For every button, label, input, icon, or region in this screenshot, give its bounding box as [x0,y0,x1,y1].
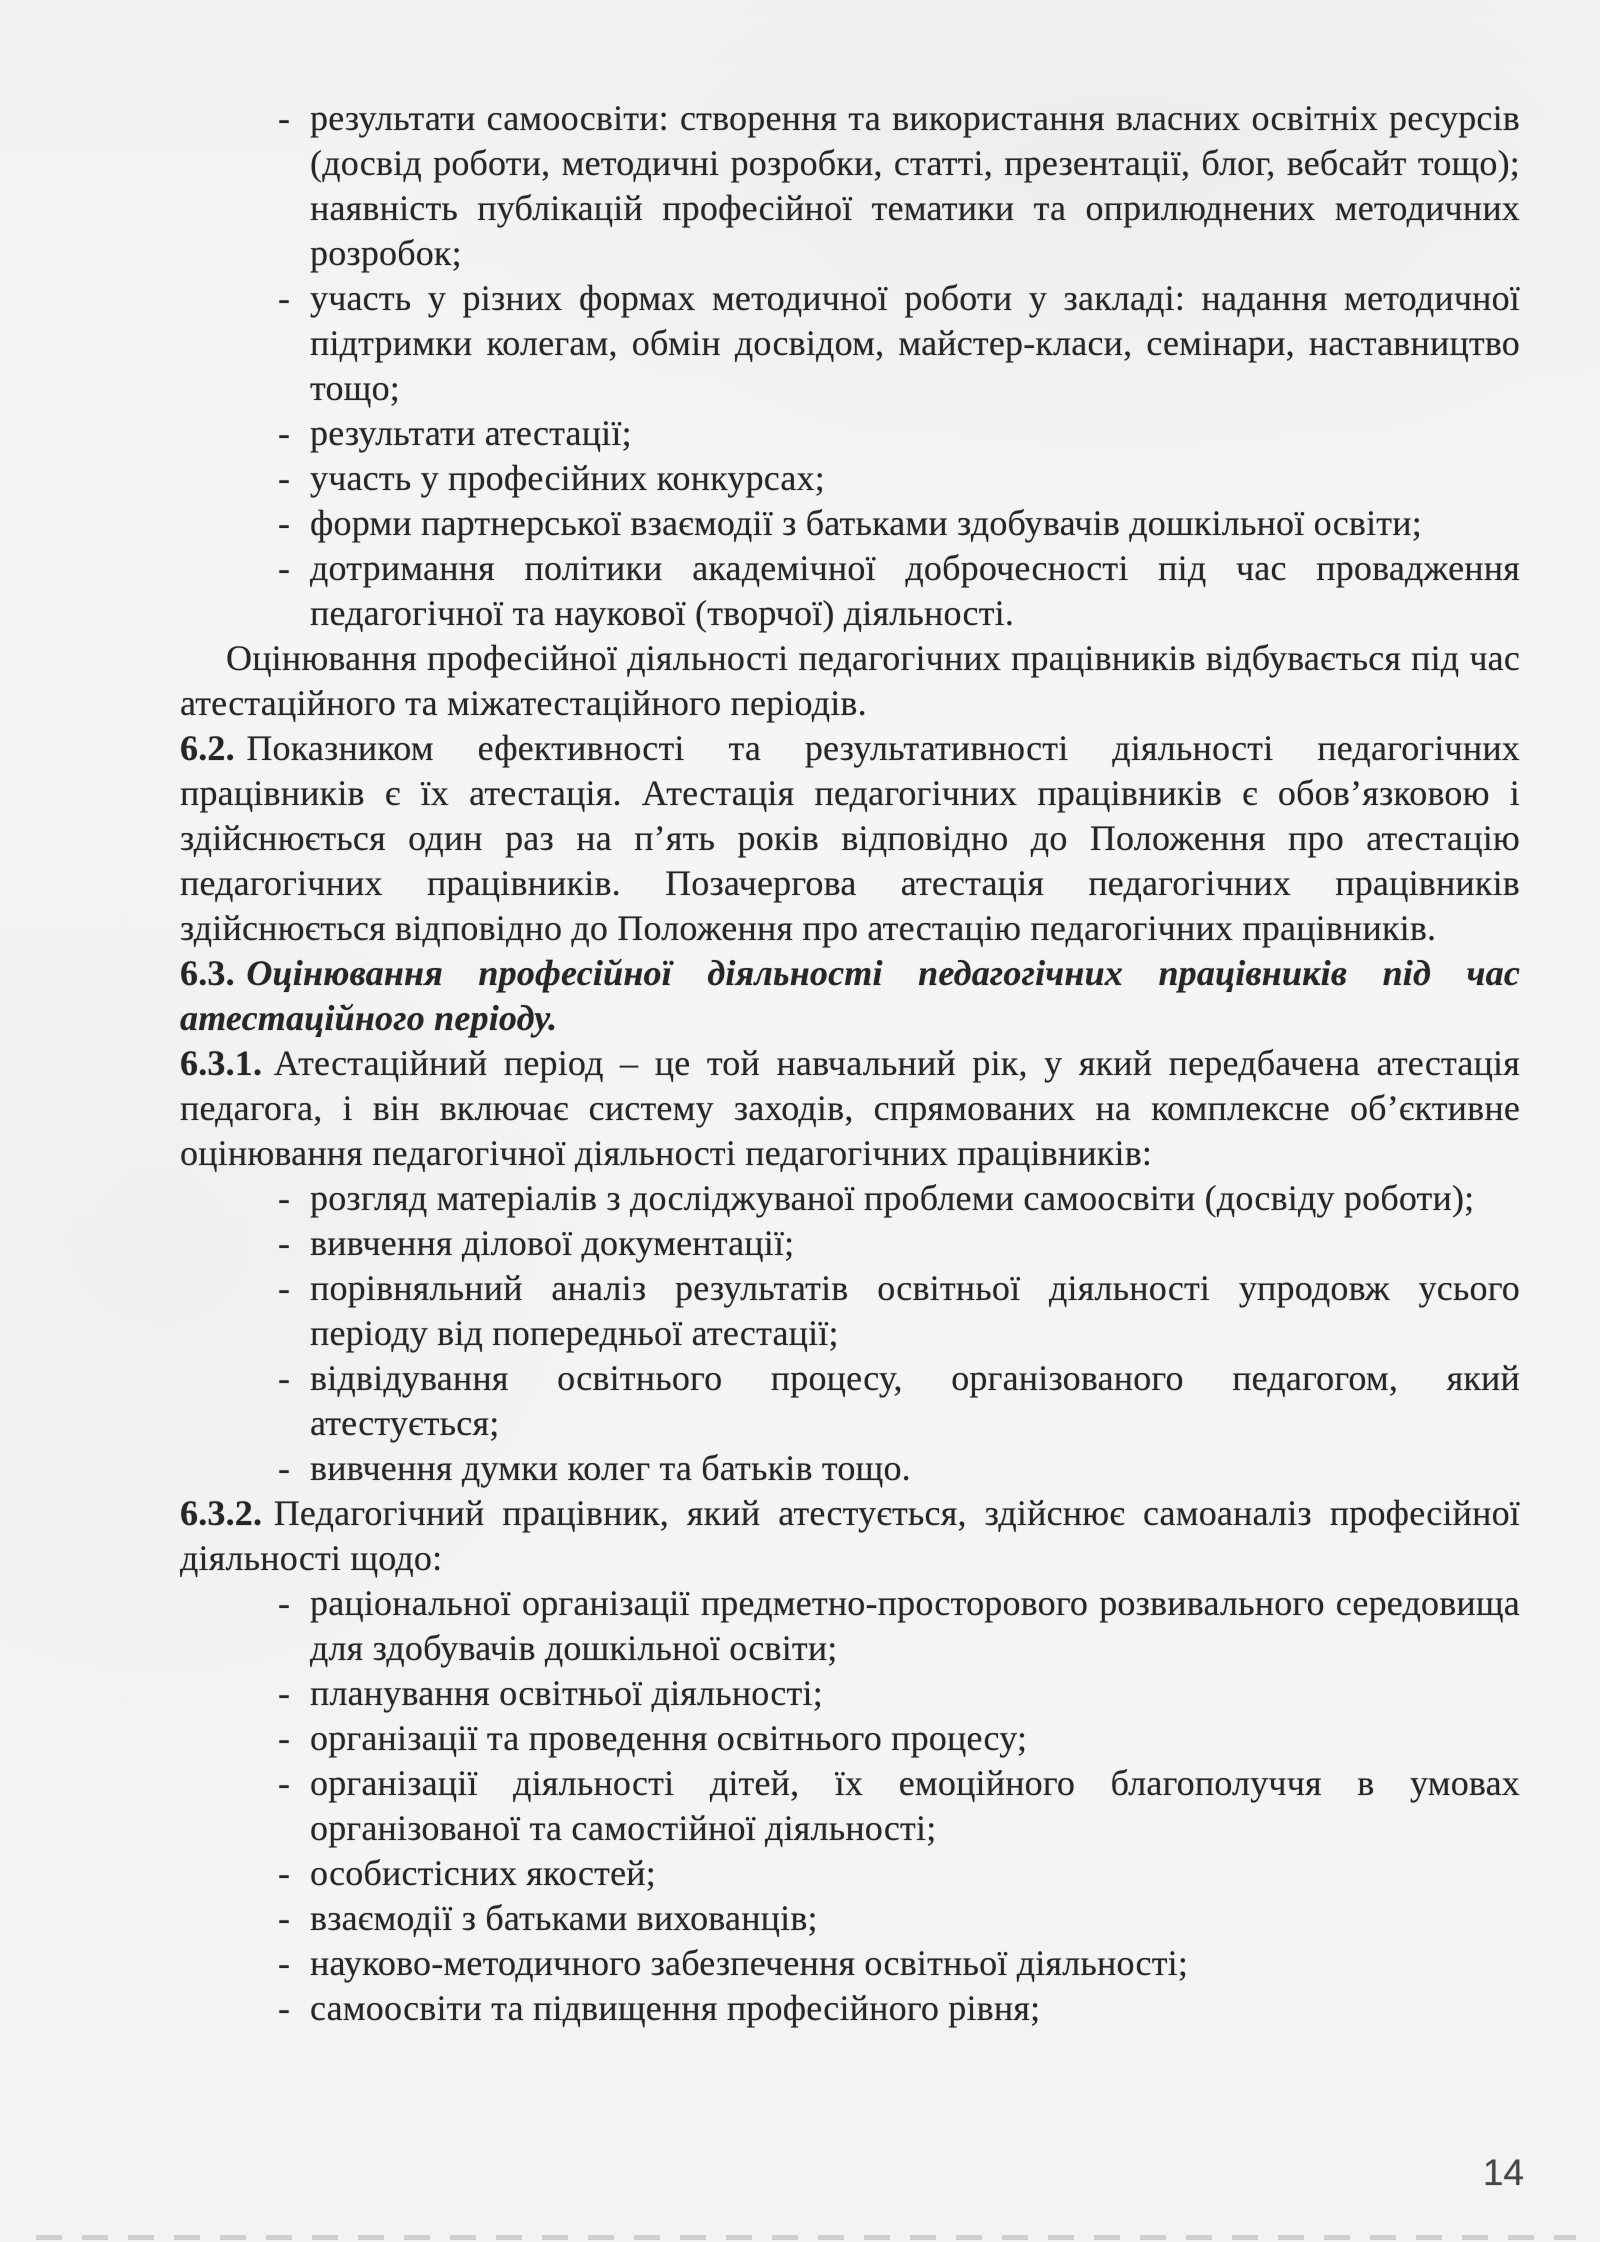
section-6-3-1 [180,1041,1520,1176]
section-6-3-2 [180,1491,1520,1581]
bullet-list-self-education [180,96,1520,636]
list-item: - участь у різних формах методичної роботи у закладі: надання методичної підтримки колегам, обмін досвідом, майстер-класи, семінари, наставництво тощо; [310,276,1520,411]
list-item: - порівняльний аналіз результатів освітньої діяльності упродовж усього періоду від попередньої атестації; [310,1266,1520,1356]
list-item: - взаємодії з батьками вихованців; [310,1896,1520,1941]
section-number: 6.3.2. [180,1493,263,1533]
section-6-2 [180,726,1520,951]
list-item: - результати самоосвіти: створення та використання власних освітніх ресурсів (досвід роботи, методичні розробки, статті, презентації, блог, вебсайт тощо); наявність публікацій професійної тематики та оприлюднених методичних розробок; [310,96,1520,276]
list-item: - форми партнерської взаємодії з батьками здобувачів дошкільної освіти; [310,501,1520,546]
list-item: - раціональної організації предметно-просторового розвивального середовища для здобувачів дошкільної освіти; [310,1581,1520,1671]
list-item: - самоосвіти та підвищення професійного рівня; [310,1986,1520,2031]
section-heading-text: Оцінювання професійної діяльності педагогічних працівників під час атестаційного періоду. [180,953,1520,1038]
scan-edge-artifact [36,2235,1576,2240]
section-number: 6.3. [180,953,235,993]
list-item: - планування освітньої діяльності; [310,1671,1520,1716]
section-6-3-heading [180,951,1520,1041]
list-item: - відвідування освітнього процесу, організованого педагогом, який атестується; [310,1356,1520,1446]
section-text: Показником ефективності та результативності діяльності педагогічних працівників є їх атестація. Атестація педагогічних працівників є обов’язковою і здійснюється один раз на п’ять років відповідно до Положення про атестацію педагогічних працівників. Позачергова атестація педагогічних працівників здійснюється відповідно до Положення про атестацію педагогічних працівників. [180,728,1520,948]
list-item: - розгляд матеріалів з досліджуваної проблеми самоосвіти (досвіду роботи); [310,1176,1520,1221]
document-text-block [180,96,1520,2031]
list-item: - участь у професійних конкурсах; [310,456,1520,501]
list-item: - організації діяльності дітей, їх емоційного благополуччя в умовах організованої та самостійної діяльності; [310,1761,1520,1851]
section-text: Атестаційний період – це той навчальний рік, у який передбачена атестація педагога, і він включає систему заходів, спрямованих на комплексне об’єктивне оцінювання педагогічної діяльності педагогічних працівників: [180,1043,1520,1173]
list-item: - вивчення думки колег та батьків тощо. [310,1446,1520,1491]
bullet-list-self-analysis [180,1581,1520,2031]
list-item: - дотримання політики академічної доброчесності під час провадження педагогічної та наукової (творчої) діяльності. [310,546,1520,636]
list-item: - організації та проведення освітнього процесу; [310,1716,1520,1761]
page-number: 14 [1482,2152,1524,2193]
bullet-list-attestation-measures [180,1176,1520,1491]
section-number: 6.3.1. [180,1043,263,1083]
list-item: - особистісних якостей; [310,1851,1520,1896]
section-number: 6.2. [180,728,235,768]
list-item: - науково-методичного забезпечення освітньої діяльності; [310,1941,1520,1986]
list-item: - результати атестації; [310,411,1520,456]
paragraph-assessment-periods: Оцінювання професійної діяльності педагогічних працівників відбувається під час атестаційного та міжатестаційного періодів. [180,638,1520,723]
section-text: Педагогічний працівник, який атестується, здійснює самоаналіз професійної діяльності щодо: [180,1493,1520,1578]
list-item: - вивчення ділової документації; [310,1221,1520,1266]
